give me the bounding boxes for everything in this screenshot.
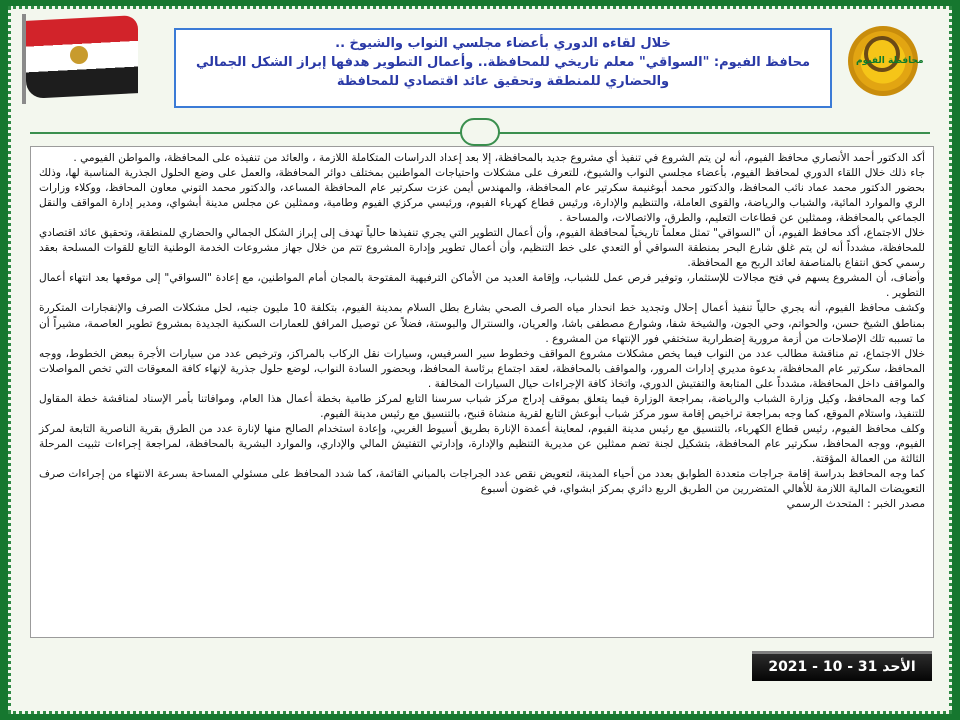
article-paragraph: كما وجه المحافظ، وكيل وزارة الشباب والرياضة، بمراجعة الوزارة فيما يتعلق بموقف إدراج مركز شباب سرسنا التابع لمركز طامية بخطة أعمال هذا العام، وموافاتنا بأمر الإسناد لمناقشة خطة المقاول للتنفيذ، واستلام الموقع، كما وجه بمراجعة تراخيص إقامة سور مركز شباب أبوعش التابع لقرية منشاة قنبح، بالتنسيق مع رئيس مدينة الفيوم. — [39, 392, 925, 420]
governorate-logo — [842, 20, 924, 102]
article-paragraph: خلال الاجتماع، أكد محافظ الفيوم، أن "السواقي" تمثل معلماً تاريخياً لمحافظة الفيوم، وأن أعمال التطوير التي يجري تنفيذها حالياً تهدف إلى إبراز الشكل الجمالي والحضاري للمنطقة، وتحقيق عائد اقتصادي للمحافظة، مشدداً أنه لن يتم غلق شارع البحر بمنطقة السواقي أو التعدي على خط التنظيم، وأن أعمال تطوير وإدارة المشروع تتم من خلال جهاز مشروعات الخدمة الوطنية التابع للقوات المسلحة بعقد رسمي كحق انتفاع بالمناصفة لعائد الربح مع المحافظة. — [39, 227, 925, 270]
divider-medallion — [460, 118, 500, 146]
logo-label: محافظة الفيوم — [856, 56, 924, 66]
headline-line-1: خلال لقاءه الدوري بأعضاء مجلسي النواب والشيوخ .. — [335, 36, 671, 51]
article-paragraph: خلال الاجتماع، تم مناقشة مطالب عدد من النواب فيما يخص مشكلات مشروع المواقف وخطوط سير السرفيس، وسيارات نقل الركاب بالمراكز، وترخيص عدد من سيارات الأجرة ببعض الخطوط، ووجه المحافظ، سكرتير عام المحافظة، بدعوة مديري إدارات المرور، والمواقف بالمحافظة، لعقد اجتماع برئاسة المحافظ، وبحضور السادة النواب، لوضع حلول جذرية لإنهاء كافة المعوقات التي تخص المواصلات والمواقف داخل المحافظة، مشدداً على المتابعة والتفتيش الدوري، واتخاذ كافة الإجراءات حيال السيارات المخالفة . — [39, 347, 925, 390]
waterwheel-icon — [864, 36, 900, 72]
divider-ornament — [30, 118, 930, 146]
article-paragraph: وكلف محافظ الفيوم، رئيس قطاع الكهرباء، بالتنسيق مع رئيس مدينة الفيوم، لمعاينة أعمدة الإنارة بطريق أسيوط الغربي، وإعادة استخدام الصالح منها لإنارة عدد من الطرق بقرية الناصرية التابعة لمركز الفيوم، ووجه المحافظ، سكرتير عام المحافظة، بتشكيل لجنة تضم ممثلين عن مديرية التنظيم والإدارة، وإدارتي التفتيش المالي والإداري، والموارد البشرية بالمحافظة، لمراجعة إجراءات تثبيت المرحلة الثالثة من العمالة المؤقتة. — [39, 422, 925, 465]
flag-eagle-icon — [70, 46, 88, 64]
article-body — [30, 146, 934, 638]
headline-line-3: والحضاري للمنطقة وتحقيق عائد اقتصادي للمحافظة — [336, 74, 670, 89]
date-bar: الأحد 31 - 10 - 2021 — [752, 651, 932, 681]
headline-line-2: محافظ الفيوم: "السواقي" معلم تاريخي للمحافظة.. وأعمال التطوير هدفها إبراز الشكل الجمالي — [195, 55, 811, 70]
headline-box — [174, 28, 832, 108]
article-paragraph: وكشف محافظ الفيوم، أنه يجري حالياً تنفيذ أعمال إحلال وتجديد خط انحدار مياه الصرف الصحي بشارع بطل السلام بمدينة الفيوم، بتكلفة 10 مليون جنيه، لحل مشكلات الصرف والإنفجارات المتكررة بمناطق الشيخ حسن، والحواتم، وحي الجون، والشيخة شفا، وشوارع مصطفى باشا، والعريان، والسنترال والبوستة، فضلاً عن توصيل المرافق للعمارات السكنية الجديدة بمشروع تطوير العاصمة، مشيراً أن ما تسببه تلك الإصلاحات من أزمة مرورية إضطرارية ستختفي فور الإنتهاء من المشروع . — [39, 302, 925, 345]
article-paragraph: وأضاف، أن المشروع يسهم في فتح مجالات للإستثمار، وتوفير فرص عمل للشباب، وإقامة العديد من الأماكن الترفيهية المفتوحة بالمجان أمام المواطنين، مع إعادة "السواقي" إلى موقعها بعد انتهاء أعمال التطوير . — [39, 272, 925, 300]
article-source: مصدر الخبر : المتحدث الرسمي — [786, 498, 925, 511]
egypt-flag-icon — [22, 14, 142, 104]
page-background — [8, 6, 952, 714]
article-paragraph: كما وجه المحافظ بدراسة إقامة جراجات متعددة الطوابق بعدد من أحياء المدينة، لتعويض نقص عدد الجراجات بالمباني القائمة، كما شدد المحافظ على مسئولي المساحة بسرعة الانتهاء من إجراءات صرف التعويضات المالية اللازمة للأهالي المتضررين من الطريق الربع دائري بمركز ابشواي، في غضون أسبوع — [39, 467, 925, 496]
article-paragraph: جاء ذلك خلال اللقاء الدوري لمحافظ الفيوم، بأعضاء مجلسي النواب والشيوخ، للتعرف على مشكلات واحتياجات المواطنين بمختلف دوائر المحافظة، والعمل على وضع الحلول الجذرية المناسبة لها، وذلك بحضور الدكتور محمد عماد نائب المحافظ، والدكتور محمد أبوغنيمة سكرتير عام المحافظة، والمهندس أيمن عزت سكرتير عام المحافظة المساعد، والدكتور محمد التوني معاون المحافظ، ووكلاء وزارات الري والموارد المائية، والشباب والرياضة، والقوى العاملة، والتنظيم والإدارة، ورئيس قطاع كهرباء الفيوم، ورئيسي مركزي الفيوم وطامية، وممثلين عن مجلس مدينة أبشواي، ومدير إدارة المواقف والنقل الجماعي بالمحافظة، وممثلين عن قطاعات التعليم، والطرق، والاتصالات، والمساحة . — [39, 167, 925, 225]
article-paragraph: أكد الدكتور أحمد الأنصاري محافظ الفيوم، أنه لن يتم الشروع في تنفيذ أي مشروع جديد بالمحافظة، إلا بعد إعداد الدراسات المتكاملة اللازمة ، والعائد من تنفيذه على المحافظة، والمواطن الفيومي . — [73, 152, 925, 164]
